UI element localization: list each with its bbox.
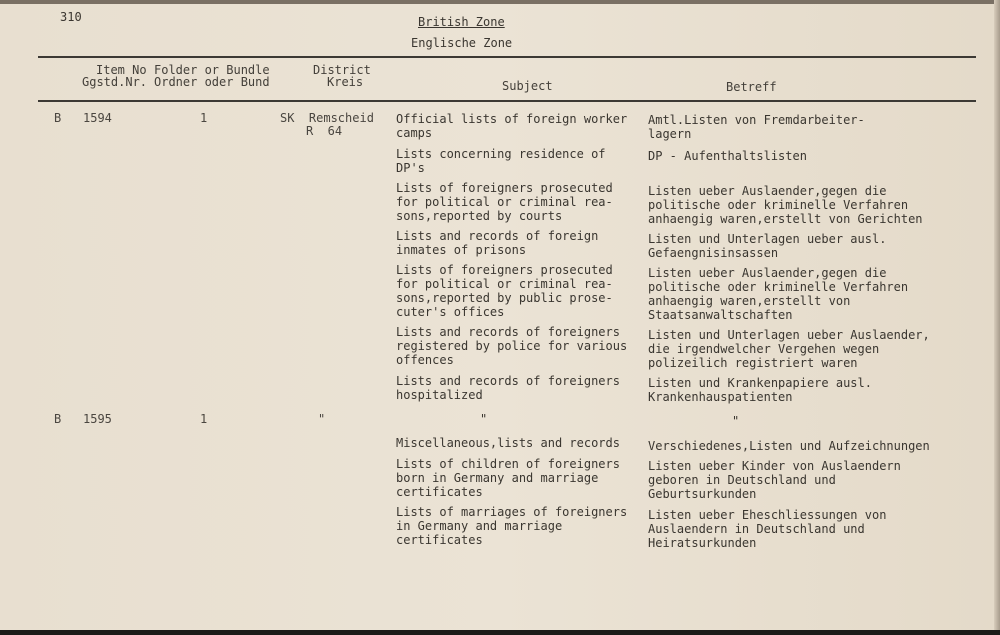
entry-item-number: 1594	[83, 111, 112, 125]
betreff-cell: Listen und Unterlagen ueber ausl. Gefaengnisinsassen	[648, 232, 887, 260]
header-top-rule	[38, 56, 976, 58]
subject-cell: Lists and records of foreigners registered by police for various offences	[396, 325, 628, 367]
betreff-cell: Listen und Krankenpapiere ausl. Krankenhauspatienten	[648, 376, 872, 404]
header-item-line2: Ggstd.Nr.	[82, 75, 148, 89]
page-bottom-edge	[0, 630, 1000, 635]
entry-district: SK Remscheid	[280, 111, 374, 125]
header-bottom-rule	[38, 100, 976, 102]
header-subject: Subject	[502, 79, 553, 93]
betreff-cell: Listen ueber Auslaender,gegen die politische oder kriminelle Verfahren anhaengig waren,erstellt von Gerichten	[648, 184, 923, 226]
header-district-line1: District	[313, 63, 371, 77]
betreff-cell: DP - Aufenthaltslisten	[648, 149, 807, 163]
subject-cell: Lists concerning residence of DP's	[396, 147, 606, 175]
header-folder-line1: Folder or Bundle	[154, 63, 270, 77]
entry-item-number: 1595	[83, 412, 112, 426]
entry-district-code: R 64	[306, 124, 343, 138]
subject-cell: Lists and records of foreign inmates of prisons	[396, 229, 599, 257]
entry-district-ditto: "	[318, 412, 326, 426]
betreff-ditto: "	[732, 414, 740, 428]
betreff-cell: Listen ueber Kinder von Auslaendern geboren in Deutschland und Geburtsurkunden	[648, 459, 901, 501]
page-top-edge	[0, 0, 1000, 4]
subject-cell: Official lists of foreign worker camps	[396, 112, 628, 140]
page-number: 310	[60, 10, 82, 24]
header-folder-line2: Ordner oder Bund	[154, 75, 270, 89]
betreff-cell: Listen ueber Eheschliessungen von Auslaendern in Deutschland und Heiratsurkunden	[648, 508, 887, 550]
subject-cell: Lists of children of foreigners born in Germany and marriage certificates	[396, 457, 620, 499]
betreff-cell: Amtl.Listen von Fremdarbeiter- lagern	[648, 113, 865, 141]
entry-series: B	[54, 111, 62, 125]
subject-ditto: "	[480, 412, 488, 426]
betreff-cell: Verschiedenes,Listen und Aufzeichnungen	[648, 439, 930, 453]
entry-series: B	[54, 412, 62, 426]
entry-folder: 1	[200, 412, 208, 426]
page-right-edge	[994, 0, 1000, 635]
betreff-cell: Listen und Unterlagen ueber Auslaender, die irgendwelcher Vergehen wegen polizeilich registriert waren	[648, 328, 930, 370]
entry-folder: 1	[200, 111, 208, 125]
header-district-line2: Kreis	[327, 75, 364, 89]
header-item-line1: Item No	[96, 63, 147, 77]
subject-cell: Lists of foreigners prosecuted for political or criminal rea- sons,reported by public prose- cuter's offices	[396, 263, 613, 319]
subject-cell: Lists of marriages of foreigners in Germany and marriage certificates	[396, 505, 628, 547]
header-betreff: Betreff	[726, 80, 777, 94]
zone-title: British Zone	[418, 15, 505, 29]
subject-cell: Lists of foreigners prosecuted for political or criminal rea- sons,reported by courts	[396, 181, 613, 223]
subject-cell: Lists and records of foreigners hospitalized	[396, 374, 620, 402]
subject-cell: Miscellaneous,lists and records	[396, 436, 620, 450]
betreff-cell: Listen ueber Auslaender,gegen die politische oder kriminelle Verfahren anhaengig waren,erstellt von Staatsanwaltschaften	[648, 266, 909, 322]
zone-subtitle: Englische Zone	[411, 36, 513, 50]
